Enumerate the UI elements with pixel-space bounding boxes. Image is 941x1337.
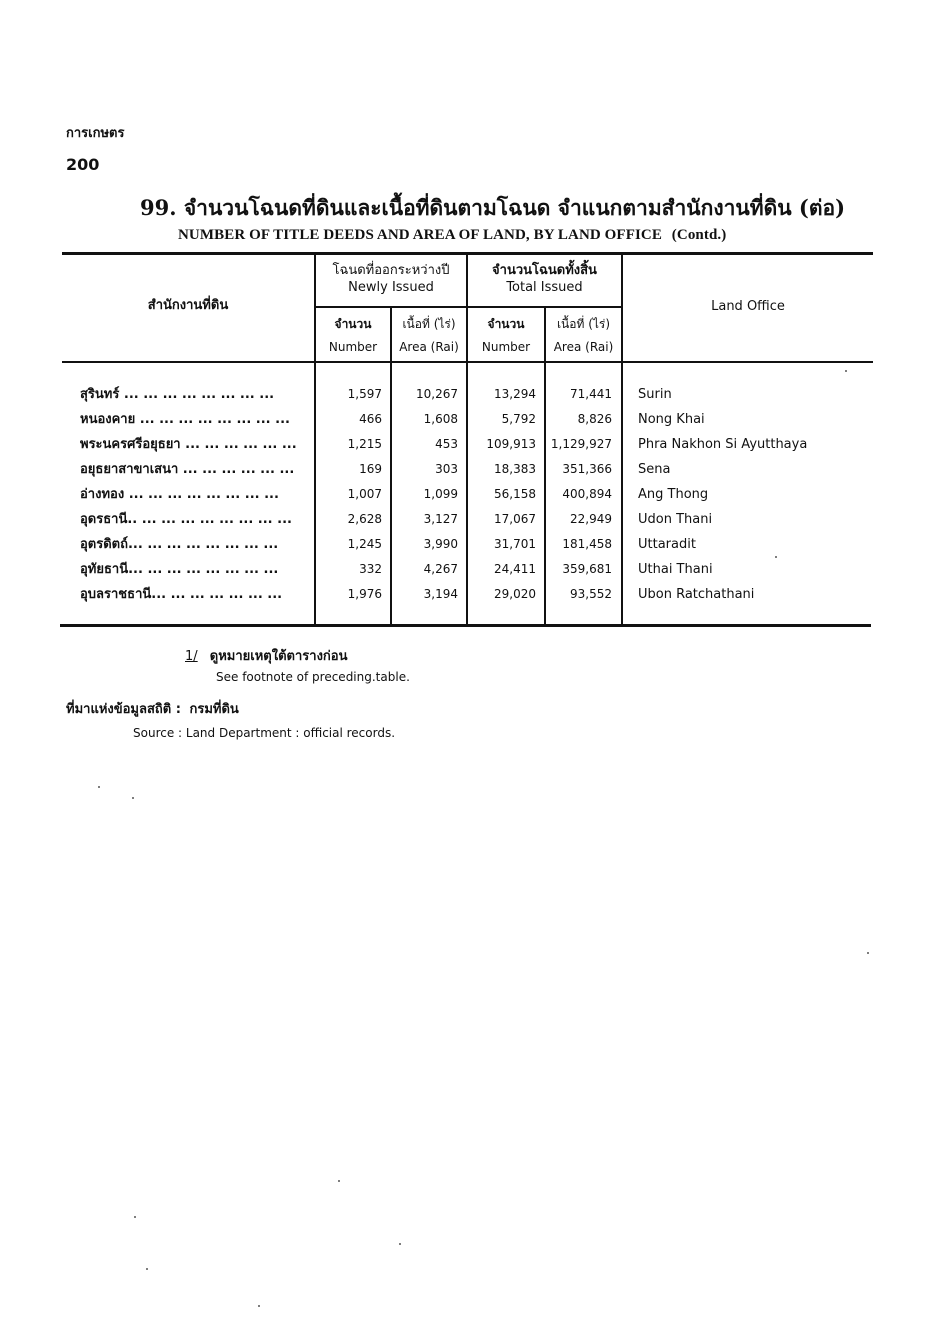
- table-cell-total-area: 351,366: [562, 462, 612, 476]
- table-cell-new-number: 1,597: [347, 387, 382, 401]
- table-cell-total-area: 8,826: [577, 412, 612, 426]
- header-new-area-thai: เนื้อที่ (ไร่): [402, 317, 456, 331]
- subheader-rule: [316, 306, 622, 308]
- table-cell-total-area: 181,458: [562, 537, 612, 551]
- table-cell-new-area: 453: [435, 437, 458, 451]
- table-cell-new-number: 2,628: [347, 512, 382, 526]
- table-cell-total-number: 29,020: [494, 587, 536, 601]
- header-new-number-thai: จำนวน: [334, 317, 372, 331]
- table-cell-office-english: Surin: [638, 387, 672, 402]
- source-thai-label: ที่มาแห่งข้อมูลสถิติ :: [66, 702, 181, 717]
- table-cell-office-english: Sena: [638, 462, 671, 477]
- table-cell-total-number: 13,294: [494, 387, 536, 401]
- table-cell-office-thai: พระนครศรีอยุธยา ... ... ... ... ... ...: [80, 437, 297, 452]
- header-newly-english: Newly Issued: [348, 280, 434, 295]
- table-cell-total-area: 400,894: [562, 487, 612, 501]
- table-cell-office-thai: สุรินทร์ ... ... ... ... ... ... ... ...: [80, 387, 275, 402]
- header-total-number-english: Number: [481, 340, 531, 354]
- header-total-thai: จำนวนโฉนดทั้งสิ้น: [492, 263, 597, 278]
- table-cell-total-number: 24,411: [494, 562, 536, 576]
- table-cell-total-number: 17,067: [494, 512, 536, 526]
- table-title-english: [178, 227, 726, 244]
- table-cell-new-number: 169: [359, 462, 382, 476]
- table-cell-office-thai: อุบลราชธานี... ... ... ... ... ... ...: [80, 587, 283, 602]
- table-bottom-rule: [60, 624, 871, 627]
- table-cell-total-number: 31,701: [494, 537, 536, 551]
- header-new-number-english: Number: [328, 340, 378, 354]
- table-cell-new-number: 466: [359, 412, 382, 426]
- footnote-thai: [185, 645, 347, 666]
- header-office-english: Land Office: [711, 299, 785, 314]
- table-cell-new-area: 10,267: [416, 387, 458, 401]
- header-total-english: Total Issued: [506, 280, 583, 295]
- table-title-thai: 99. จำนวนโฉนดที่ดินและเนื้อที่ดินตามโฉนด จำแนกตามสำนักงานที่ดิน (ต่อ): [140, 195, 846, 220]
- scan-speck: [845, 370, 847, 372]
- scan-speck: [98, 786, 100, 788]
- table-cell-office-english: Uttaradit: [638, 537, 696, 552]
- table-cell-office-thai: อยุธยาสาขาเสนา ... ... ... ... ... ...: [80, 462, 295, 477]
- title-english-text: NUMBER OF TITLE DEEDS AND AREA OF LAND, BY LAND OFFICE: [178, 227, 662, 243]
- table-cell-total-number: 18,383: [494, 462, 536, 476]
- scan-speck: [867, 952, 869, 954]
- table-cell-office-thai: หนองคาย ... ... ... ... ... ... ... ...: [80, 412, 290, 427]
- table-cell-office-thai: อ่างทอง ... ... ... ... ... ... ... ...: [80, 487, 279, 502]
- header-newly-thai: โฉนดที่ออกระหว่างปี: [332, 263, 450, 278]
- header-new-number: [316, 316, 390, 356]
- header-new-area: [392, 316, 466, 356]
- scan-speck: [146, 1268, 148, 1270]
- table-cell-office-english: Ang Thong: [638, 487, 709, 502]
- header-office-thai: สำนักงานที่ดิน: [147, 298, 229, 313]
- table-cell-office-thai: อุตรดิตถ์... ... ... ... ... ... ... ...: [80, 537, 279, 552]
- table-cell-new-number: 1,007: [347, 487, 382, 501]
- table-cell-total-number: 109,913: [486, 437, 536, 451]
- source-thai: [66, 698, 239, 719]
- scan-speck: [132, 797, 134, 799]
- table-cell-new-area: 4,267: [423, 562, 458, 576]
- table-cell-office-english: Ubon Ratchathani: [638, 587, 755, 602]
- table-cell-total-area: 1,129,927: [550, 437, 612, 451]
- header-bottom-rule: [62, 361, 873, 363]
- table-cell-new-area: 1,099: [423, 487, 458, 501]
- table-cell-new-area: 3,127: [423, 512, 458, 526]
- title-contd: (Contd.): [671, 227, 727, 243]
- footnote-thai-text: ดูหมายเหตุใต้ตารางก่อน: [209, 649, 348, 664]
- header-new-area-english: Area (Rai): [399, 340, 459, 354]
- section-label: การเกษตร: [66, 126, 125, 141]
- table-cell-total-number: 56,158: [494, 487, 536, 501]
- header-total-number: [468, 316, 544, 356]
- scan-speck: [775, 556, 777, 558]
- table-cell-office-english: Udon Thani: [638, 512, 713, 527]
- table-cell-total-area: 93,552: [570, 587, 612, 601]
- table-cell-office-english: Phra Nakhon Si Ayutthaya: [638, 437, 808, 452]
- table-cell-office-english: Uthai Thani: [638, 562, 713, 577]
- header-total-area-thai: เนื้อที่ (ไร่): [556, 317, 611, 331]
- table-cell-new-number: 1,976: [347, 587, 382, 601]
- table-cell-office-english: Nong Khai: [638, 412, 705, 427]
- table-cell-total-area: 22,949: [570, 512, 612, 526]
- header-newly-issued: [316, 262, 466, 296]
- table-cell-new-number: 1,215: [347, 437, 382, 451]
- table-cell-total-number: 5,792: [501, 412, 536, 426]
- page-number: 200: [66, 155, 100, 174]
- scan-speck: [258, 1305, 260, 1307]
- footnote-english: See footnote of preceding.table.: [216, 670, 410, 684]
- table-cell-new-area: 3,194: [423, 587, 458, 601]
- table-cell-total-area: 359,681: [562, 562, 612, 576]
- header-total-area-english: Area (Rai): [553, 340, 614, 354]
- table-cell-new-area: 3,990: [423, 537, 458, 551]
- source-english: Source : Land Department : official records.: [133, 726, 396, 740]
- table-cell-new-area: 303: [435, 462, 458, 476]
- table-cell-office-thai: อุดรธานี.. ... ... ... ... ... ... ... ...: [80, 512, 292, 527]
- table-top-rule: [62, 252, 873, 255]
- table-cell-office-thai: อุทัยธานี... ... ... ... ... ... ... ...: [80, 562, 279, 577]
- header-total-area: [546, 316, 621, 356]
- scan-speck: [134, 1216, 136, 1218]
- footnote-marker: 1/: [185, 649, 198, 664]
- table-cell-new-number: 332: [359, 562, 382, 576]
- scan-speck: [338, 1180, 340, 1182]
- header-total-issued: [468, 262, 621, 296]
- table-cell-new-number: 1,245: [347, 537, 382, 551]
- table-cell-total-area: 71,441: [570, 387, 612, 401]
- source-thai-value: กรมที่ดิน: [189, 702, 239, 717]
- scan-speck: [399, 1243, 401, 1245]
- header-total-number-thai: จำนวน: [487, 317, 525, 331]
- table-cell-new-area: 1,608: [423, 412, 458, 426]
